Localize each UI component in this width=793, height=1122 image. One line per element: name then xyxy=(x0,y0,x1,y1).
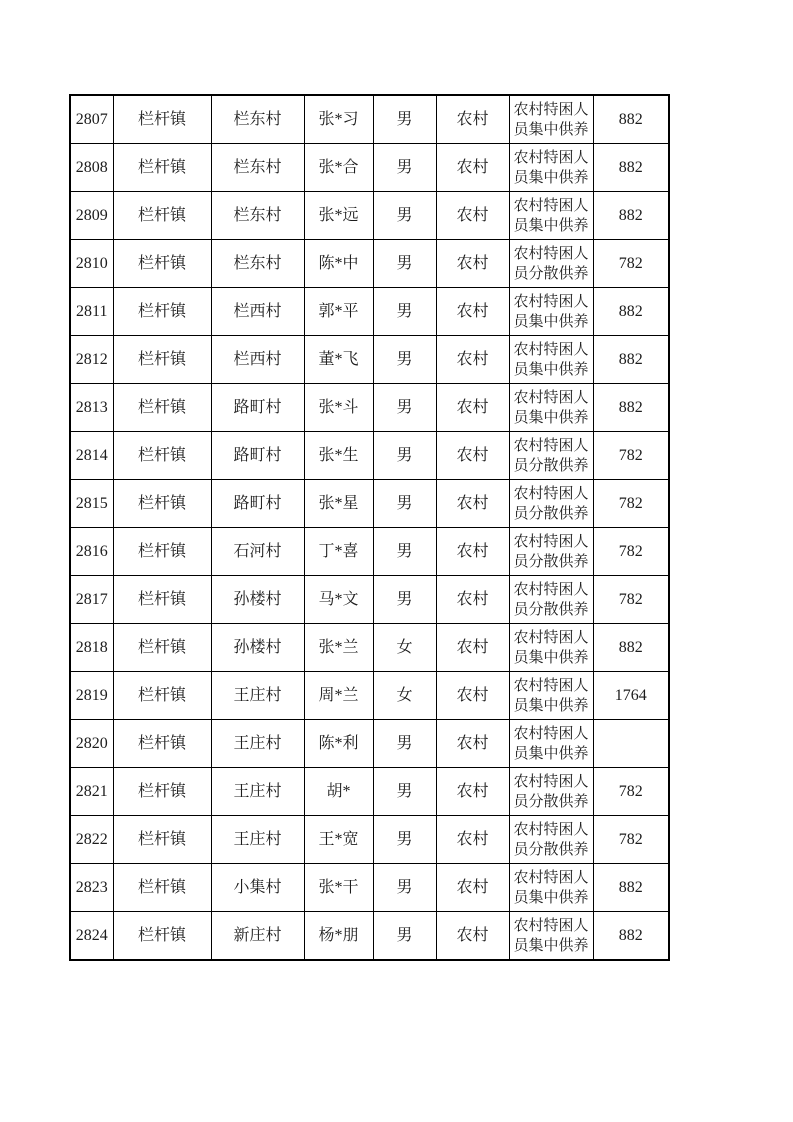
village-cell: 孙楼村 xyxy=(211,624,304,672)
table-row xyxy=(70,336,669,384)
village-cell: 路町村 xyxy=(211,384,304,432)
name-cell: 胡* xyxy=(304,768,373,816)
town-cell: 栏杆镇 xyxy=(113,624,211,672)
amount-cell: 882 xyxy=(593,288,669,336)
amount-cell: 782 xyxy=(593,528,669,576)
area-type-cell: 农村 xyxy=(436,768,509,816)
amount-cell: 782 xyxy=(593,480,669,528)
gender-cell: 男 xyxy=(373,720,436,768)
seq-cell: 2808 xyxy=(70,144,113,192)
name-cell: 丁*喜 xyxy=(304,528,373,576)
town-cell: 栏杆镇 xyxy=(113,432,211,480)
town-cell: 栏杆镇 xyxy=(113,720,211,768)
amount-cell: 782 xyxy=(593,768,669,816)
area-type-cell: 农村 xyxy=(436,720,509,768)
village-cell: 王庄村 xyxy=(211,768,304,816)
area-type-cell: 农村 xyxy=(436,912,509,961)
village-cell: 孙楼村 xyxy=(211,576,304,624)
support-type-cell: 农村特困人员集中供养 xyxy=(509,192,593,240)
support-type-cell: 农村特困人员分散供养 xyxy=(509,240,593,288)
town-cell: 栏杆镇 xyxy=(113,288,211,336)
village-cell: 王庄村 xyxy=(211,672,304,720)
amount-cell: 882 xyxy=(593,144,669,192)
village-cell: 栏东村 xyxy=(211,240,304,288)
name-cell: 张*干 xyxy=(304,864,373,912)
gender-cell: 男 xyxy=(373,240,436,288)
gender-cell: 男 xyxy=(373,816,436,864)
amount-cell: 782 xyxy=(593,432,669,480)
support-type-cell: 农村特困人员集中供养 xyxy=(509,672,593,720)
seq-cell: 2823 xyxy=(70,864,113,912)
gender-cell: 男 xyxy=(373,576,436,624)
gender-cell: 女 xyxy=(373,672,436,720)
gender-cell: 女 xyxy=(373,624,436,672)
town-cell: 栏杆镇 xyxy=(113,576,211,624)
support-type-cell: 农村特困人员集中供养 xyxy=(509,864,593,912)
seq-cell: 2817 xyxy=(70,576,113,624)
town-cell: 栏杆镇 xyxy=(113,528,211,576)
gender-cell: 男 xyxy=(373,480,436,528)
table-row xyxy=(70,816,669,864)
table-row xyxy=(70,864,669,912)
seq-cell: 2813 xyxy=(70,384,113,432)
support-type-cell: 农村特困人员分散供养 xyxy=(509,768,593,816)
name-cell: 张*远 xyxy=(304,192,373,240)
town-cell: 栏杆镇 xyxy=(113,144,211,192)
town-cell: 栏杆镇 xyxy=(113,672,211,720)
area-type-cell: 农村 xyxy=(436,672,509,720)
support-type-cell: 农村特困人员集中供养 xyxy=(509,720,593,768)
seq-cell: 2821 xyxy=(70,768,113,816)
area-type-cell: 农村 xyxy=(436,528,509,576)
area-type-cell: 农村 xyxy=(436,576,509,624)
town-cell: 栏杆镇 xyxy=(113,864,211,912)
name-cell: 王*宽 xyxy=(304,816,373,864)
village-cell: 栏东村 xyxy=(211,144,304,192)
town-cell: 栏杆镇 xyxy=(113,95,211,144)
village-cell: 路町村 xyxy=(211,480,304,528)
gender-cell: 男 xyxy=(373,95,436,144)
seq-cell: 2814 xyxy=(70,432,113,480)
village-cell: 栏西村 xyxy=(211,288,304,336)
town-cell: 栏杆镇 xyxy=(113,240,211,288)
amount-cell xyxy=(593,720,669,768)
seq-cell: 2807 xyxy=(70,95,113,144)
support-type-cell: 农村特困人员分散供养 xyxy=(509,528,593,576)
amount-cell: 882 xyxy=(593,384,669,432)
amount-cell: 882 xyxy=(593,192,669,240)
support-type-cell: 农村特困人员集中供养 xyxy=(509,95,593,144)
table-row xyxy=(70,95,669,144)
table-row xyxy=(70,240,669,288)
village-cell: 小集村 xyxy=(211,864,304,912)
gender-cell: 男 xyxy=(373,912,436,961)
village-cell: 王庄村 xyxy=(211,720,304,768)
name-cell: 陈*利 xyxy=(304,720,373,768)
support-type-cell: 农村特困人员集中供养 xyxy=(509,912,593,961)
amount-cell: 882 xyxy=(593,95,669,144)
amount-cell: 782 xyxy=(593,816,669,864)
table-row xyxy=(70,432,669,480)
seq-cell: 2816 xyxy=(70,528,113,576)
table-row xyxy=(70,528,669,576)
area-type-cell: 农村 xyxy=(436,480,509,528)
area-type-cell: 农村 xyxy=(436,384,509,432)
amount-cell: 782 xyxy=(593,576,669,624)
name-cell: 董*飞 xyxy=(304,336,373,384)
name-cell: 郭*平 xyxy=(304,288,373,336)
name-cell: 张*斗 xyxy=(304,384,373,432)
town-cell: 栏杆镇 xyxy=(113,192,211,240)
table-row xyxy=(70,384,669,432)
area-type-cell: 农村 xyxy=(436,192,509,240)
area-type-cell: 农村 xyxy=(436,432,509,480)
table-row xyxy=(70,288,669,336)
seq-cell: 2812 xyxy=(70,336,113,384)
amount-cell: 882 xyxy=(593,624,669,672)
table-body xyxy=(70,95,669,960)
seq-cell: 2811 xyxy=(70,288,113,336)
support-type-cell: 农村特困人员分散供养 xyxy=(509,480,593,528)
area-type-cell: 农村 xyxy=(436,336,509,384)
support-type-cell: 农村特困人员分散供养 xyxy=(509,576,593,624)
table-row xyxy=(70,768,669,816)
name-cell: 张*生 xyxy=(304,432,373,480)
area-type-cell: 农村 xyxy=(436,240,509,288)
gender-cell: 男 xyxy=(373,432,436,480)
town-cell: 栏杆镇 xyxy=(113,768,211,816)
support-type-cell: 农村特困人员分散供养 xyxy=(509,816,593,864)
amount-cell: 882 xyxy=(593,864,669,912)
area-type-cell: 农村 xyxy=(436,288,509,336)
village-cell: 石河村 xyxy=(211,528,304,576)
name-cell: 周*兰 xyxy=(304,672,373,720)
support-type-cell: 农村特困人员集中供养 xyxy=(509,336,593,384)
name-cell: 马*文 xyxy=(304,576,373,624)
table-row xyxy=(70,480,669,528)
name-cell: 张*习 xyxy=(304,95,373,144)
name-cell: 张*星 xyxy=(304,480,373,528)
gender-cell: 男 xyxy=(373,528,436,576)
amount-cell: 1764 xyxy=(593,672,669,720)
seq-cell: 2818 xyxy=(70,624,113,672)
town-cell: 栏杆镇 xyxy=(113,480,211,528)
town-cell: 栏杆镇 xyxy=(113,912,211,961)
gender-cell: 男 xyxy=(373,384,436,432)
area-type-cell: 农村 xyxy=(436,95,509,144)
table-row xyxy=(70,576,669,624)
table-row xyxy=(70,192,669,240)
amount-cell: 882 xyxy=(593,912,669,961)
table-row xyxy=(70,144,669,192)
name-cell: 陈*中 xyxy=(304,240,373,288)
area-type-cell: 农村 xyxy=(436,144,509,192)
village-cell: 王庄村 xyxy=(211,816,304,864)
gender-cell: 男 xyxy=(373,768,436,816)
town-cell: 栏杆镇 xyxy=(113,336,211,384)
support-type-cell: 农村特困人员集中供养 xyxy=(509,288,593,336)
gender-cell: 男 xyxy=(373,864,436,912)
village-cell: 新庄村 xyxy=(211,912,304,961)
seq-cell: 2809 xyxy=(70,192,113,240)
table-row xyxy=(70,720,669,768)
area-type-cell: 农村 xyxy=(436,864,509,912)
gender-cell: 男 xyxy=(373,192,436,240)
seq-cell: 2815 xyxy=(70,480,113,528)
area-type-cell: 农村 xyxy=(436,624,509,672)
name-cell: 张*合 xyxy=(304,144,373,192)
area-type-cell: 农村 xyxy=(436,816,509,864)
name-cell: 张*兰 xyxy=(304,624,373,672)
seq-cell: 2810 xyxy=(70,240,113,288)
village-cell: 栏东村 xyxy=(211,192,304,240)
seq-cell: 2824 xyxy=(70,912,113,961)
town-cell: 栏杆镇 xyxy=(113,816,211,864)
beneficiary-table xyxy=(69,94,670,961)
name-cell: 杨*朋 xyxy=(304,912,373,961)
gender-cell: 男 xyxy=(373,144,436,192)
table-row xyxy=(70,624,669,672)
amount-cell: 882 xyxy=(593,336,669,384)
village-cell: 栏西村 xyxy=(211,336,304,384)
support-type-cell: 农村特困人员集中供养 xyxy=(509,624,593,672)
seq-cell: 2820 xyxy=(70,720,113,768)
gender-cell: 男 xyxy=(373,336,436,384)
village-cell: 路町村 xyxy=(211,432,304,480)
table-row xyxy=(70,672,669,720)
table-row xyxy=(70,912,669,961)
seq-cell: 2819 xyxy=(70,672,113,720)
amount-cell: 782 xyxy=(593,240,669,288)
support-type-cell: 农村特困人员集中供养 xyxy=(509,144,593,192)
seq-cell: 2822 xyxy=(70,816,113,864)
village-cell: 栏东村 xyxy=(211,95,304,144)
support-type-cell: 农村特困人员集中供养 xyxy=(509,384,593,432)
town-cell: 栏杆镇 xyxy=(113,384,211,432)
gender-cell: 男 xyxy=(373,288,436,336)
support-type-cell: 农村特困人员分散供养 xyxy=(509,432,593,480)
